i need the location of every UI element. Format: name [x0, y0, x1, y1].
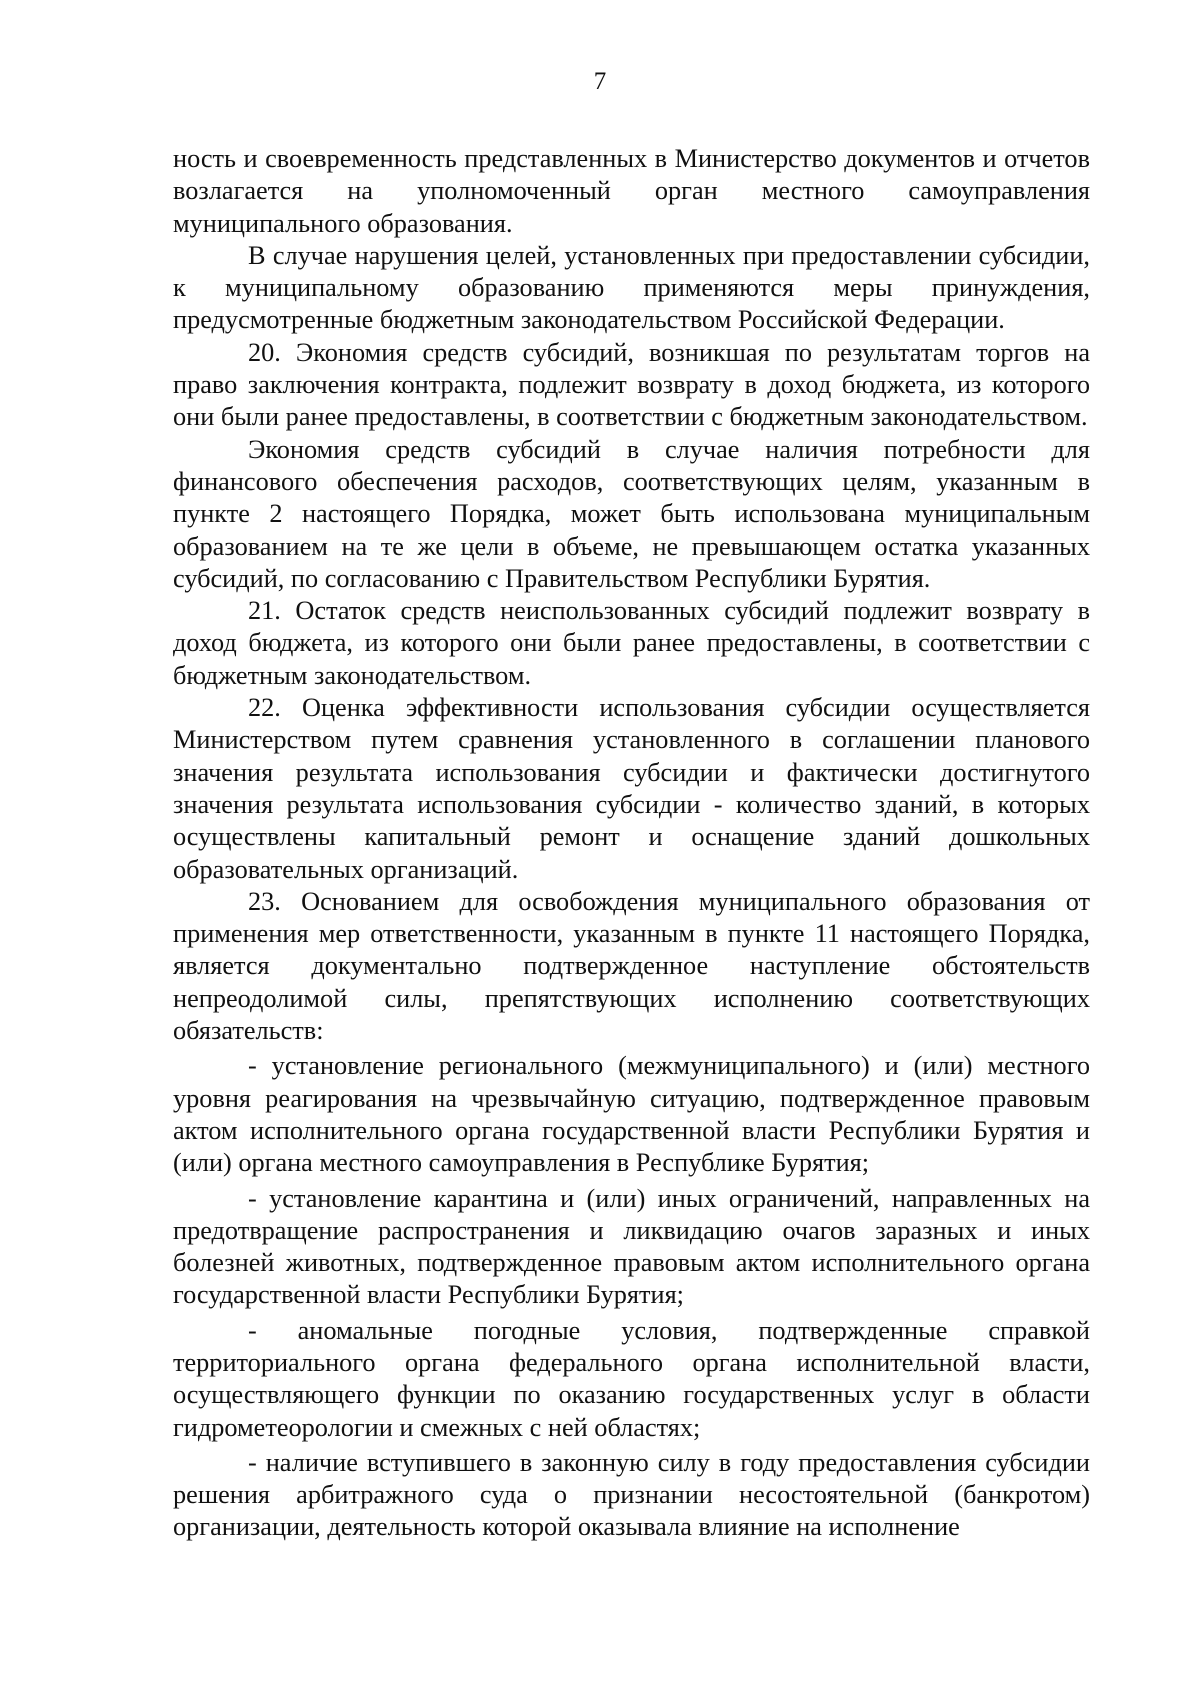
- list-item-emergency: - установление регионального (межмуниципального) и (или) местного уровня реагирования на чрезвычайную ситуацию, подтвержденное правовым актом исполнительного органа государственной власти Республики Бурятия и (или) органа местного самоуправления в Республике Бурятия;: [173, 1051, 1090, 1178]
- paragraph-item-21: 21. Остаток средств неиспользованных субсидий подлежит возврату в доход бюджета, из которого они были ранее предоставлены, в соответствии с бюджетным законодательством.: [173, 596, 1090, 690]
- paragraph-savings-usage: Экономия средств субсидий в случае наличия потребности для финансового обеспечения расходов, соответствующих целям, указанным в пункте 2 настоящего Порядка, может быть использована муниципальным образованием на те же цели в объеме, не превышающем остатка указанных субсидий, по согласованию с Правительством Республики Бурятия.: [173, 434, 1090, 593]
- paragraph-item-20: 20. Экономия средств субсидий, возникшая по результатам торгов на право заключения контракта, подлежит возврату в доход бюджета, из которого они были ранее предоставлены, в соответствии с бюджетным законодательством.: [173, 337, 1090, 432]
- paragraph-item-22: 22. Оценка эффективности использования субсидии осуществляется Министерством путем сравнения установленного в соглашении планового значения результата использования субсидии и фактически достигнутого значения результата использования субсидии - количество зданий, в которых осуществлены капитальный ремонт и оснащение зданий дошкольных образовательных организаций.: [173, 693, 1090, 884]
- page-number: 7: [593, 68, 607, 95]
- paragraph-violation-measures: В случае нарушения целей, установленных при предоставлении субсидии, к муниципальному образованию применяются меры принуждения, предусмотренные бюджетным законодательством Российской Федерации.: [173, 240, 1090, 335]
- list-item-bankruptcy: - наличие вступившего в законную силу в году предоставления субсидии решения арбитражного суда о признании несостоятельной (банкротом) организации, деятельность которой оказывала влияние на исполнение: [173, 1447, 1090, 1542]
- list-item-quarantine: - установление карантина и (или) иных ограничений, направленных на предотвращение распространения и ликвидацию очагов заразных и иных болезней животных, подтвержденное правовым актом исполнительного органа государственной власти Республики Бурятия;: [173, 1183, 1090, 1310]
- document-body: [173, 143, 1090, 1544]
- list-item-weather: - аномальные погодные условия, подтвержденные справкой территориального органа федерального органа исполнительной власти, осуществляющего функции по оказанию государственных услуг в области гидрометеорологии и смежных с ней областях;: [173, 1315, 1090, 1442]
- paragraph-item-23: 23. Основанием для освобождения муниципального образования от применения мер ответственности, указанным в пункте 11 настоящего Порядка, является документально подтвержденное наступление обстоятельств непреодолимой силы, препятствующих исполнению соответствующих обязательств:: [173, 886, 1090, 1046]
- paragraph-continuation: ность и своевременность представленных в Министерство документов и отчетов возлагается на уполномоченный орган местного самоуправления муниципального образования.: [173, 144, 1090, 238]
